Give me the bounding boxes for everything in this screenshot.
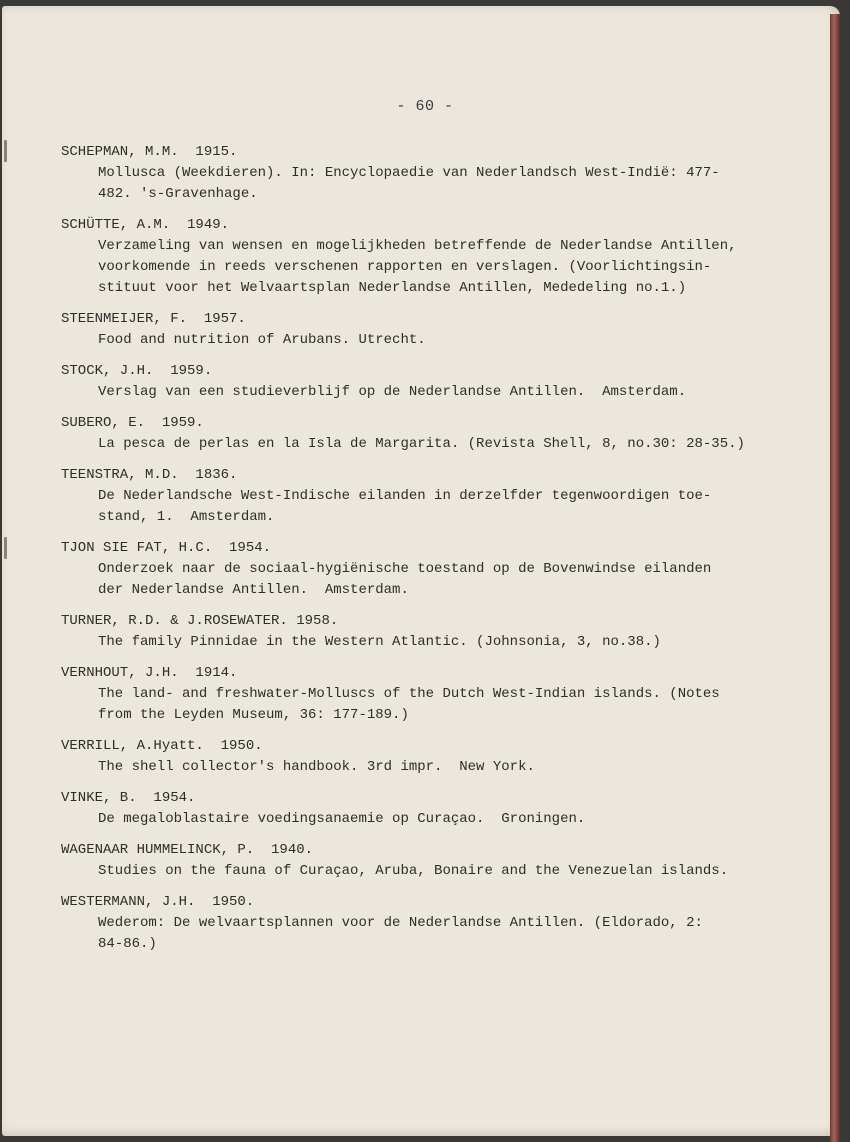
reference-entry xyxy=(61,736,801,778)
reference-text-line: La pesca de perlas en la Isla de Margarita. (Revista Shell, 8, no.30: 28-35.) xyxy=(98,436,745,452)
reference-entry xyxy=(61,309,801,351)
reference-entry xyxy=(61,892,801,955)
binding-mark xyxy=(4,537,7,559)
reference-entry xyxy=(61,840,801,882)
reference-text-line: 482. 's-Gravenhage. xyxy=(98,186,258,202)
reference-text-line: stituut voor het Welvaartsplan Nederlandse Antillen, Mededeling no.1.) xyxy=(98,280,687,296)
reference-author-year: SUBERO, E. 1959. xyxy=(61,415,204,431)
reference-text-line: Mollusca (Weekdieren). In: Encyclopaedie van Nederlandsch West-Indië: 477- xyxy=(98,165,720,181)
reference-text-line: Verslag van een studieverblijf op de Nederlandse Antillen. Amsterdam. xyxy=(98,384,687,400)
reference-entry xyxy=(61,465,801,528)
reference-author-year: STOCK, J.H. 1959. xyxy=(61,363,213,379)
reference-author-year: TEENSTRA, M.D. 1836. xyxy=(61,467,238,483)
reference-entry xyxy=(61,538,801,601)
reference-entry xyxy=(61,142,801,205)
reference-entry xyxy=(61,413,801,455)
reference-entry xyxy=(61,788,801,830)
reference-entry xyxy=(61,611,801,653)
reference-text-line: The shell collector's handbook. 3rd impr. New York. xyxy=(98,759,535,775)
reference-text-line: The land- and freshwater-Molluscs of the Dutch West-Indian islands. (Notes xyxy=(98,686,720,702)
reference-author-year: SCHEPMAN, M.M. 1915. xyxy=(61,144,238,160)
reference-list xyxy=(61,142,801,955)
reference-entry xyxy=(61,215,801,299)
reference-text-line: Verzameling van wensen en mogelijkheden betreffende de Nederlandse Antillen, xyxy=(98,238,737,254)
reference-author-year: VINKE, B. 1954. xyxy=(61,790,196,806)
reference-text-line: De megaloblastaire voedingsanaemie op Curaçao. Groningen. xyxy=(98,811,586,827)
reference-text-line: Onderzoek naar de sociaal-hygiënische toestand op de Bovenwindse eilanden xyxy=(98,561,712,577)
reference-author-year: STEENMEIJER, F. 1957. xyxy=(61,311,246,327)
reference-text-line: stand, 1. Amsterdam. xyxy=(98,509,275,525)
binding-mark xyxy=(4,140,7,162)
reference-entry xyxy=(61,361,801,403)
reference-author-year: WAGENAAR HUMMELINCK, P. 1940. xyxy=(61,842,314,858)
reference-text-line: der Nederlandse Antillen. Amsterdam. xyxy=(98,582,409,598)
page-number: - 60 - xyxy=(396,98,454,115)
reference-text-line: from the Leyden Museum, 36: 177-189.) xyxy=(98,707,409,723)
page-edge xyxy=(830,14,840,1142)
reference-author-year: VERNHOUT, J.H. 1914. xyxy=(61,665,238,681)
reference-author-year: SCHÜTTE, A.M. 1949. xyxy=(61,217,230,233)
reference-text-line: De Nederlandsche West-Indische eilanden in derzelfder tegenwoordigen toe- xyxy=(98,488,712,504)
reference-text-line: Studies on the fauna of Curaçao, Aruba, Bonaire and the Venezuelan islands. xyxy=(98,863,729,879)
reference-author-year: TURNER, R.D. & J.ROSEWATER. 1958. xyxy=(61,613,339,629)
reference-entry xyxy=(61,663,801,726)
reference-text-line: voorkomende in reeds verschenen rapporten en verslagen. (Voorlichtingsin- xyxy=(98,259,712,275)
reference-author-year: WESTERMANN, J.H. 1950. xyxy=(61,894,255,910)
reference-text-line: Wederom: De welvaartsplannen voor de Nederlandse Antillen. (Eldorado, 2: xyxy=(98,915,703,931)
reference-author-year: VERRILL, A.Hyatt. 1950. xyxy=(61,738,263,754)
reference-text-line: The family Pinnidae in the Western Atlantic. (Johnsonia, 3, no.38.) xyxy=(98,634,661,650)
reference-text-line: 84-86.) xyxy=(98,936,157,952)
reference-text-line: Food and nutrition of Arubans. Utrecht. xyxy=(98,332,426,348)
reference-author-year: TJON SIE FAT, H.C. 1954. xyxy=(61,540,272,556)
